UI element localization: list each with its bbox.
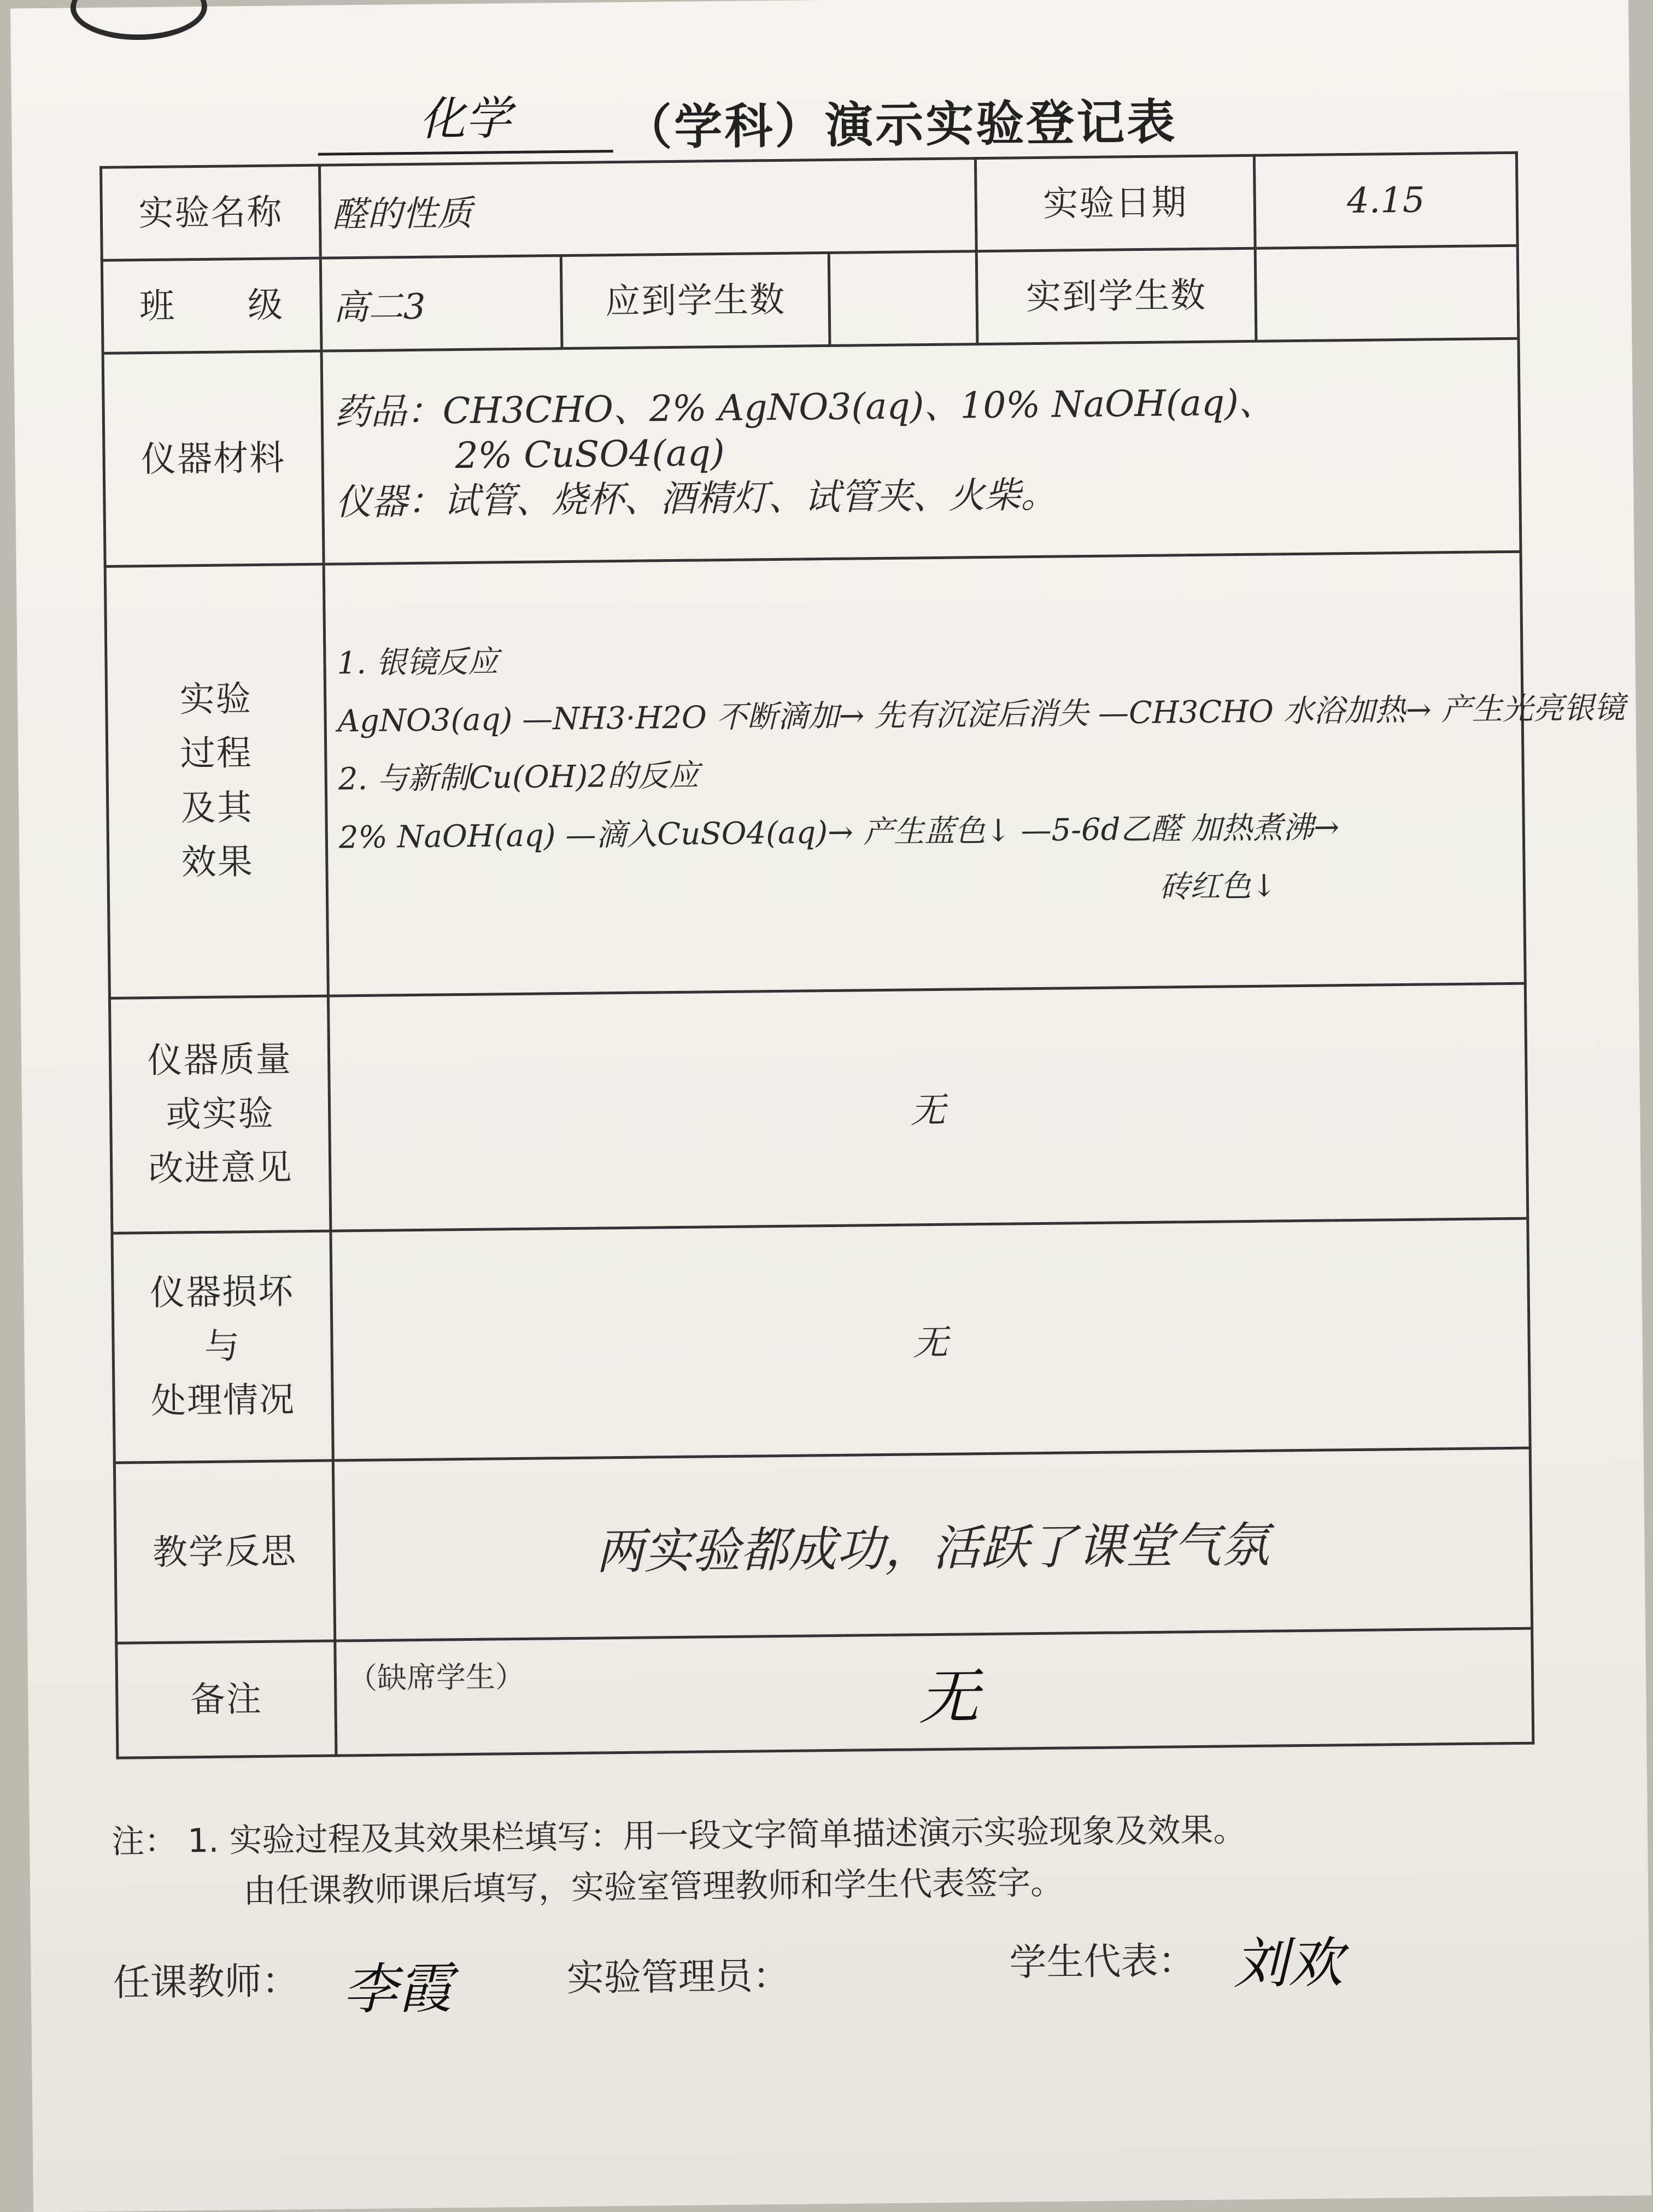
value-expected-students	[829, 251, 977, 346]
label-remarks: 备注	[116, 1641, 336, 1758]
row-remarks	[116, 1628, 1533, 1758]
row-experiment-name	[101, 152, 1518, 260]
teacher-label: 任课教师：	[113, 1959, 300, 2005]
notes-line2: 由任课教师课后填写，实验室管理教师和学生代表签字。	[243, 1863, 1064, 1911]
label-actual-students: 实到学生数	[976, 248, 1256, 344]
materials-line: 2% CuSO4(aq)	[455, 432, 725, 477]
signature-row	[113, 1927, 1590, 2030]
label-absent-students: （缺席学生）	[347, 1659, 525, 1695]
value-process	[324, 551, 1625, 996]
label-line: 及其	[180, 787, 254, 829]
row-class	[102, 245, 1519, 353]
value-experiment-date: 4.15	[1254, 152, 1517, 248]
value-quality: 无	[328, 983, 1527, 1231]
label-line: 或实验	[166, 1093, 275, 1135]
value-experiment-name: 醛的性质	[320, 159, 977, 259]
label-line: 与	[204, 1326, 241, 1367]
process-line: 2% NaOH(aq) —滴入CuSO4(aq)→ 产生蓝色↓ —5-6d乙醛 加热煮沸→	[338, 809, 1340, 856]
label-line: 仪器质量	[147, 1039, 292, 1081]
label-line: 处理情况	[150, 1380, 296, 1422]
form-title	[318, 76, 1411, 159]
value-remarks: 无	[918, 1661, 980, 1732]
label-process	[105, 564, 328, 998]
registration-table	[99, 151, 1625, 1759]
process-line: 2. 与新制Cu(OH)2的反应	[338, 758, 700, 797]
student-rep-signature: 刘欢	[1233, 1931, 1344, 1996]
title-text: （学科）演示实验登记表	[623, 93, 1177, 156]
label-line: 实验	[179, 679, 253, 720]
row-damage	[112, 1218, 1530, 1463]
notes-prefix: 注：	[111, 1822, 178, 1861]
materials-line: 药品：CH3CHO、2% AgNO3(aq)、10% NaOH(aq)、	[334, 381, 1275, 433]
value-reflection: 两实验都成功，活跃了课堂气氛	[333, 1448, 1532, 1641]
notes	[112, 1805, 1247, 1918]
row-quality	[109, 983, 1527, 1233]
value-equipment-materials	[321, 338, 1521, 564]
row-process	[105, 551, 1525, 998]
label-equipment-materials: 仪器材料	[103, 351, 324, 566]
label-line: 过程	[180, 733, 253, 775]
subject-handwritten: 化学	[318, 84, 613, 156]
row-reflection	[114, 1448, 1532, 1643]
process-line: 砖红色↓	[1159, 868, 1277, 905]
process-line: AgNO3(aq) —NH3·H2O 不断滴加→ 先有沉淀后消失 —CH3CHO 水浴加热→ 产生光亮银镜	[337, 690, 1625, 740]
label-experiment-name: 实验名称	[101, 165, 321, 260]
admin-label: 实验管理员：	[566, 1954, 790, 2000]
row-equipment	[103, 338, 1521, 566]
label-quality	[109, 996, 330, 1233]
value-class: 高二3	[320, 256, 562, 351]
student-rep-label: 学生代表：	[1009, 1939, 1195, 1985]
label-reflection: 教学反思	[114, 1460, 335, 1643]
value-actual-students	[1255, 245, 1519, 341]
label-experiment-date: 实验日期	[975, 155, 1255, 251]
teacher-signature: 李霞	[342, 1956, 453, 2022]
value-damage: 无	[331, 1218, 1530, 1460]
label-class: 班 级	[102, 258, 321, 353]
document-paper	[10, 0, 1651, 2212]
value-remarks-cell	[335, 1628, 1533, 1756]
label-expected-students: 应到学生数	[561, 253, 830, 348]
notes-line1: 1. 实验过程及其效果栏填写：用一段文字简单描述演示实验现象及效果。	[187, 1811, 1246, 1861]
label-line: 改进意见	[148, 1147, 294, 1190]
school-logo	[70, 0, 207, 40]
label-damage	[112, 1231, 333, 1463]
label-line: 仪器损坏	[149, 1271, 295, 1313]
materials-line: 仪器：试管、烧杯、酒精灯、试管夹、火柴。	[335, 473, 1057, 524]
process-line: 1. 银镜反应	[337, 643, 499, 681]
label-line: 效果	[181, 841, 254, 883]
